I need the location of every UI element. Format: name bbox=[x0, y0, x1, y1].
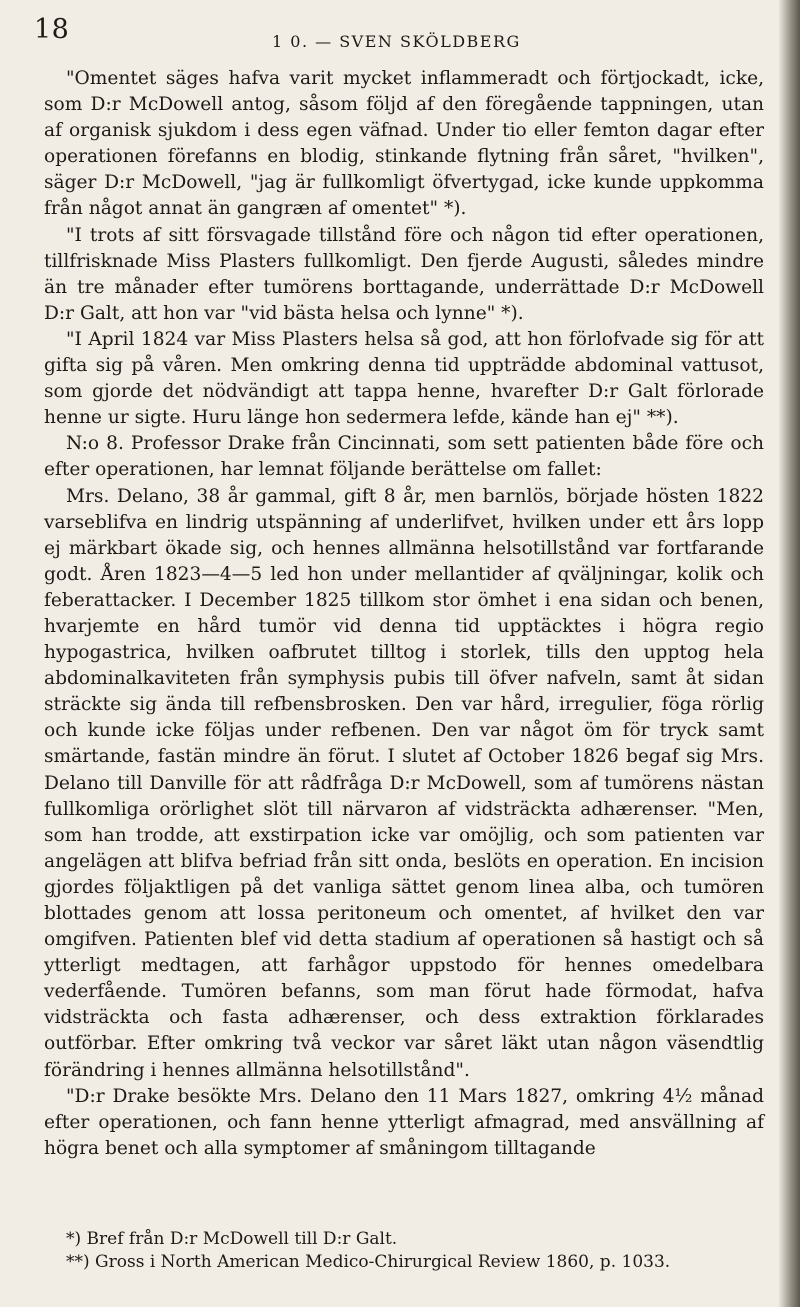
paragraph: "I trots af sitt försvagade tillstånd före och någon tid efter operationen, tillfrisknade Miss Plasters fullkomligt. Den fjerde Augusti, således mindre än tre månader efter tumörens borttagande, underrättade D:r McDowell D:r Galt, att hon var "vid bästa helsa och lynne" *). bbox=[44, 224, 764, 324]
paragraph: "Omentet säges hafva varit mycket inflammeradt och förtjockadt, icke, som D:r McDowell antog, såsom följd af den föregående tappningen, utan af organisk sjukdom i dess egen väfnad. Under tio eller femton dagar efter operationen förefanns en blodig, stinkande flytning från såret, "hvilken", säger D:r McDowell, "jag är fullkomligt öfvertygad, icke kunde uppkomma från något annat än gangræn af omentet" *). bbox=[44, 68, 764, 220]
paragraph: "I April 1824 var Miss Plasters helsa så god, att hon förlofvade sig för att gifta sig på våren. Men omkring denna tid uppträdde abdominal vattusot, som gjorde det nödvändigt att tappa henne, hvarefter D:r Galt förlorade henne ur sigte. Huru länge hon sedermera lefde, kände han ej" **). bbox=[44, 328, 764, 429]
footnote: *) Bref från D:r McDowell till D:r Galt. bbox=[66, 1229, 398, 1249]
page-number: 18 bbox=[34, 14, 70, 45]
paragraph: "D:r Drake besökte Mrs. Delano den 11 Mars 1827, omkring 4½ månad efter operationen, och fann henne ytterligt afmagrad, med ansvällning af högra benet och alla symptomer af småningom tilltagande bbox=[44, 1085, 764, 1159]
paragraph: Mrs. Delano, 38 år gammal, gift 8 år, men barnlös, började hösten 1822 varseblifva en lindrig utspänning af underlifvet, hvilken under ett års lopp ej märkbart ökade sig, och hennes allmänna helsotillstånd var fortfarande godt. Åren 1823—4—5 led hon under mellantider af qväljningar, kolik och feberattacker. I December 1825 tillkom stor ömhet i ena sidan och benen, hvarjemte en hård tumör vid denna tid upptäcktes i högra regio hypogastrica, hvilken oafbrutet tilltog i storlek, tills den upptog hela abdominalkaviteten från symphysis pubis till öfver nafveln, samt åt sidan sträckte sig ända till refbensbrosken. Den var hård, irregulier, föga rörlig och kunde icke följas under refbenen. Den var något öm för tryck samt smärtande, fastän mindre än förut. I slutet af October 1826 begaf sig Mrs. Delano till Danville för att rådfråga D:r McDowell, som af tumörens nästan fullkomliga orörlighet slöt till närvaron af vidsträckta adhærenser. "Men, som han trodde, att exstirpation icke var omöjlig, och som patienten var angelägen att blifva befriad från sitt onda, beslöts en operation. En incision gjordes följaktligen på det vanliga sättet genom linea alba, och tumören blottades genom att lossa peritoneum och omentet, af hvilket den var omgifven. Patienten blef vid detta stadium af operationen så hastigt och så ytterligt medtagen, att farhågor uppstodo för hennes omedelbara vederfående. Tumören befanns, som man förut hade förmodat, hafva vidsträckta och fasta adhærenser, och dess extraktion förklarades outförbar. Efter omkring två veckor var såret läkt utan någon väsendtlig förändring i hennes allmänna helsotillstånd". bbox=[44, 485, 764, 1081]
footnotes bbox=[66, 1228, 766, 1274]
footnote: **) Gross i North American Medico-Chirurgical Review 1860, p. 1033. bbox=[66, 1252, 671, 1272]
body-text bbox=[44, 66, 764, 1162]
paragraph: N:o 8. Professor Drake från Cincinnati, som sett patienten både före och efter operationen, har lemnat följande berättelse om fallet: bbox=[44, 433, 764, 481]
running-head: 1 0. — SVEN SKÖLDBERG bbox=[272, 32, 521, 51]
page-edge-shadow bbox=[778, 0, 800, 1307]
